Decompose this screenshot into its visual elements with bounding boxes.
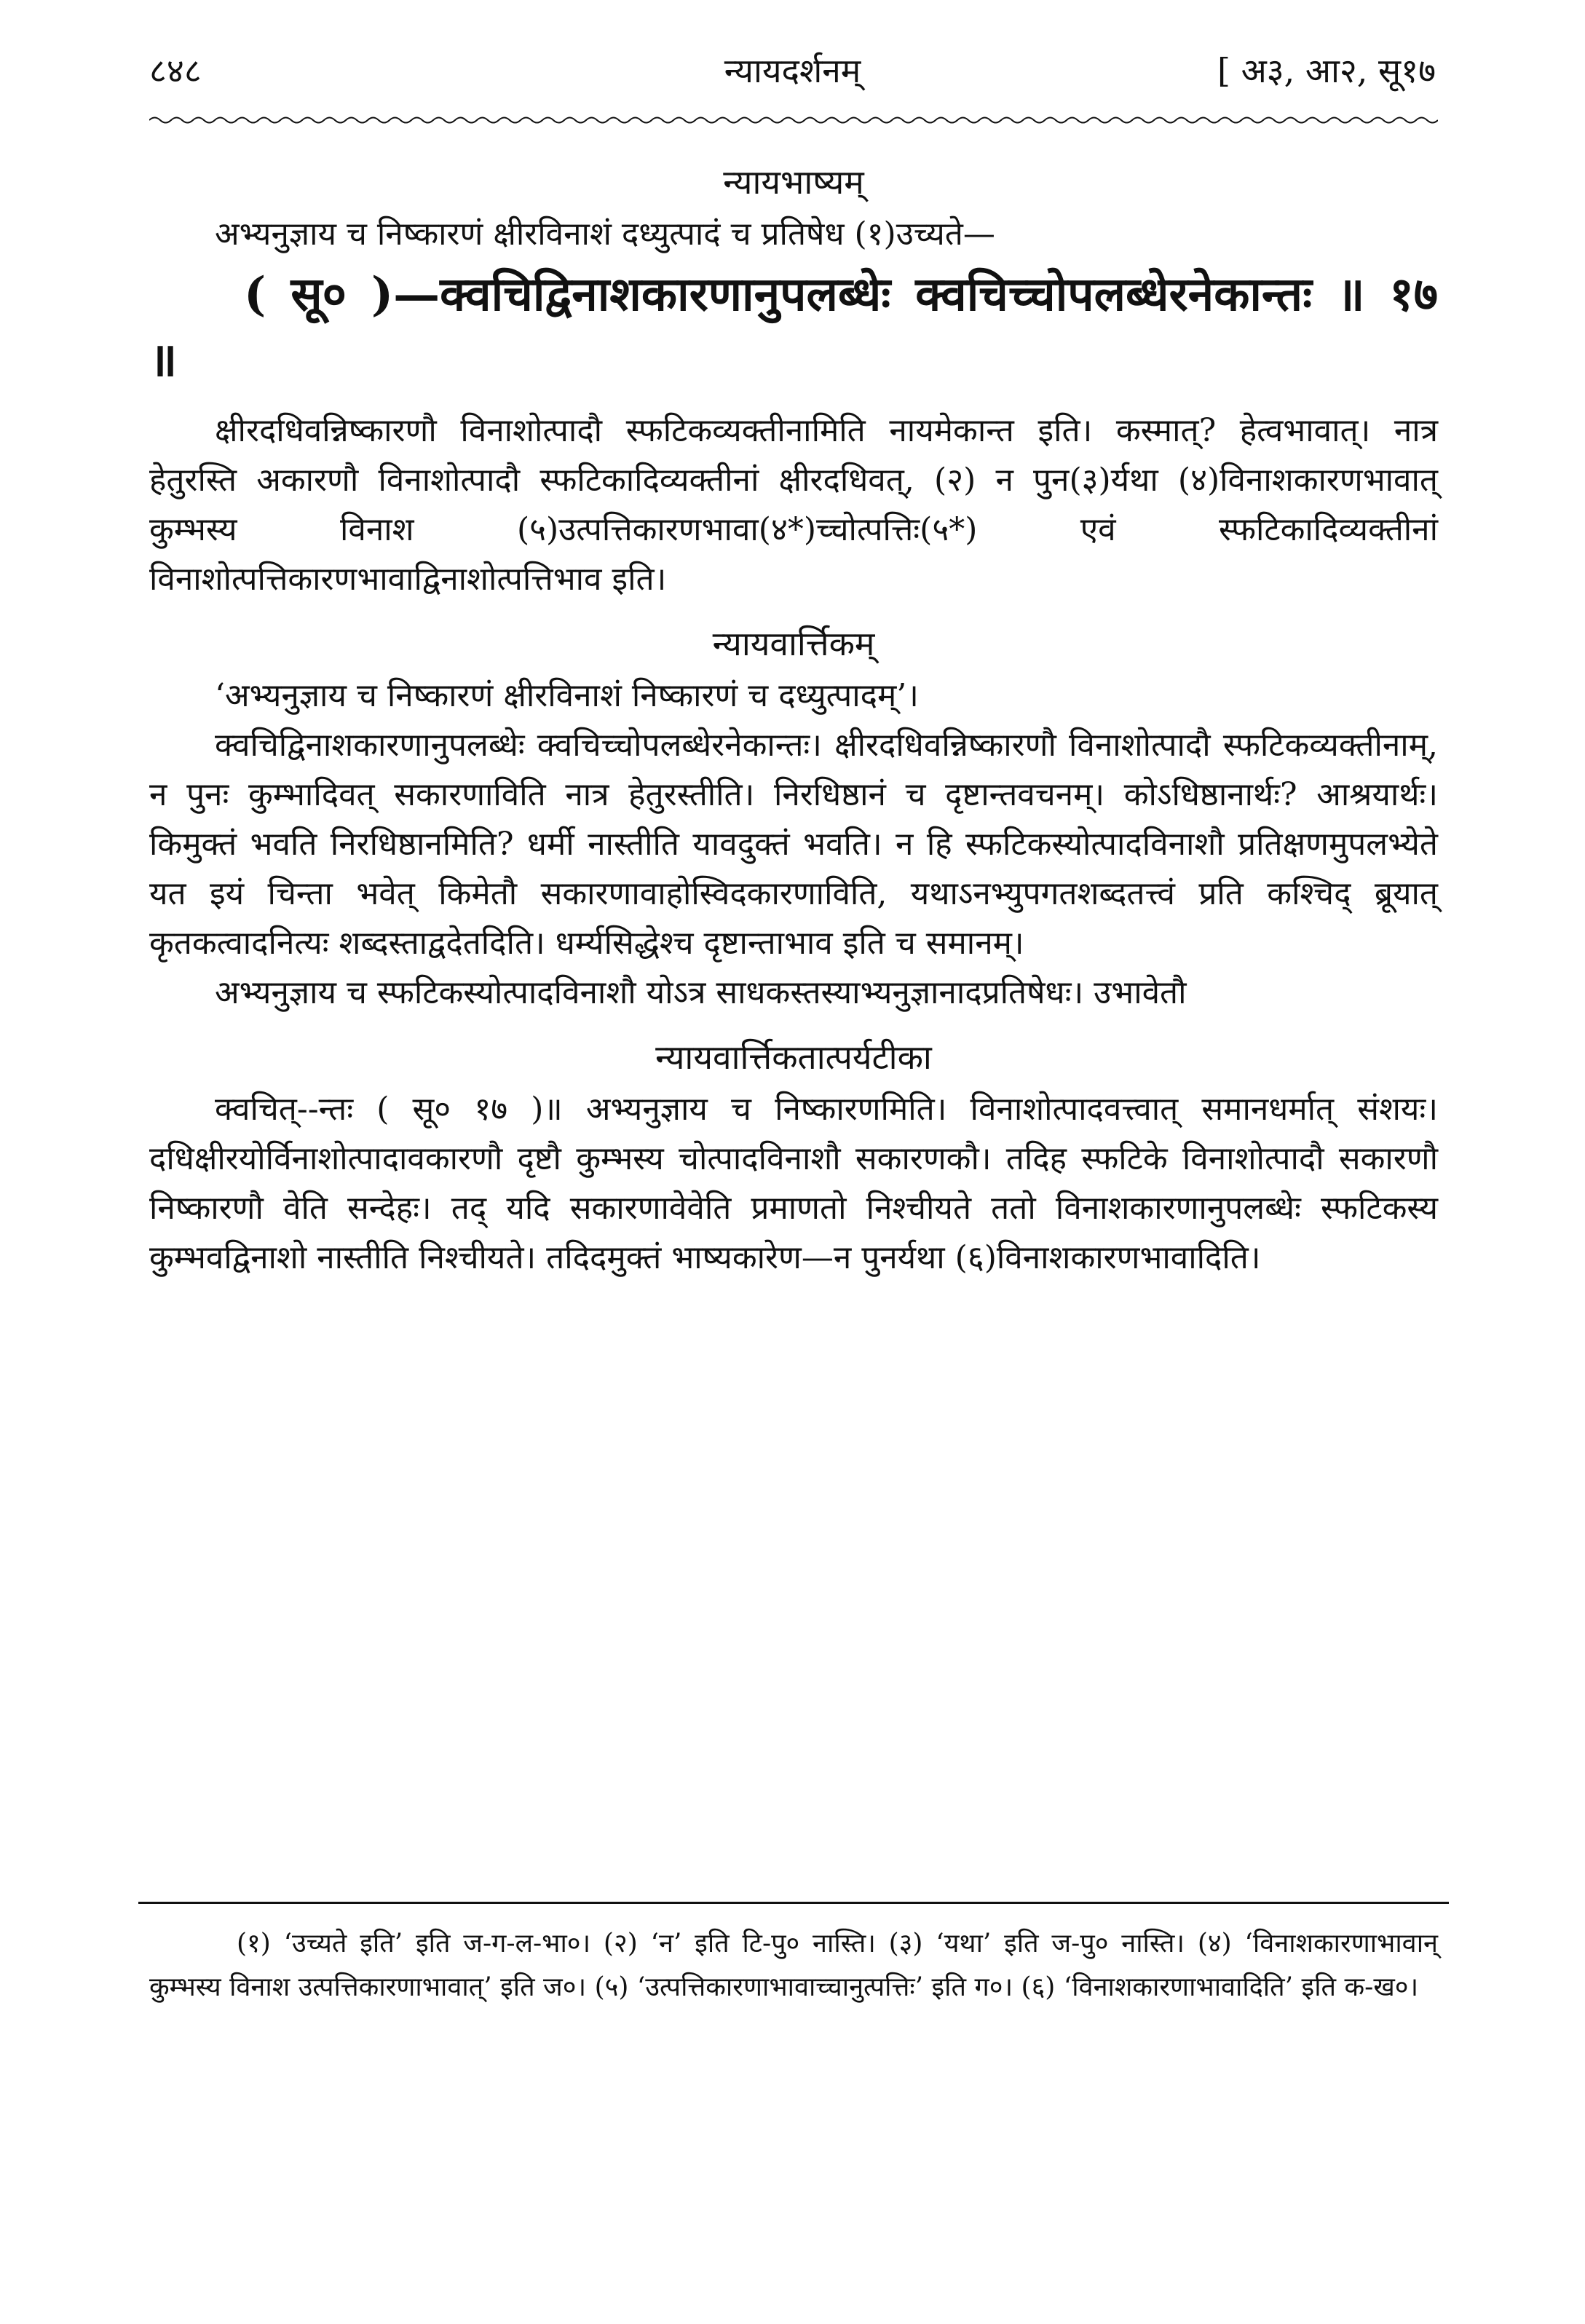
tika-paragraph: क्वचित्--न्तः ( सू० १७ )॥ अभ्यनुज्ञाय च निष्कारणमिति। विनाशोत्पादवत्त्वात् समानधर्मात् संशयः। दधिक्षीरयोर्विनाशोत्पादावकारणौ दृष्टौ कुम्भस्य चोत्पादविनाशौ सकारणकौ। तदिह स्फटिके विनाशोत्पादौ सकारणौ निष्कारणौ वेति सन्देहः। तद् यदि सकारणावेवेति प्रमाणतो निश्चीयते ततो विनाशकारणानुपलब्धेः स्फटिकस्य कुम्भवद्विनाशो नास्तीति निश्चीयते। तदिदमुक्तं भाष्यकारेण—न पुनर्यथा (६)विनाशकारणभावादिति। <box>149 1091 1438 1276</box>
footnotes <box>149 1922 1438 2009</box>
running-title: न्यायदर्शनम् <box>724 51 861 90</box>
main-text <box>149 153 1438 1283</box>
chapter-reference: [ अ३, आ२, सू१७ <box>1217 51 1436 90</box>
bhashya-heading: न्यायभाष्यम् <box>723 162 864 202</box>
bhashya-intro: अभ्यनुज्ञाय च निष्कारणं क्षीरविनाशं दध्युत्पादं च प्रतिषेध (१)उच्यते— <box>215 216 995 253</box>
tika-heading: न्यायवार्त्तिकतात्पर्यटीका <box>655 1038 932 1077</box>
wavy-divider <box>149 115 1438 125</box>
page-number: ८४८ <box>149 51 202 90</box>
sutra-text: ( सू० )—क्वचिद्विनाशकारणानुपलब्धेः क्वचिच्चोपलब्धेरनेकान्तः ॥ १७ ॥ <box>149 267 1438 387</box>
vartika-paragraph-1: क्वचिद्विनाशकारणानुपलब्धेः क्वचिच्चोपलब्धेरनेकान्तः। क्षीरदधिवन्निष्कारणौ विनाशोत्पादौ स्फटिकव्यक्तीनाम्, न पुनः कुम्भादिवत् सकारणाविति नात्र हेतुरस्तीति। निरधिष्ठानं च दृष्टान्तवचनम्। कोऽधिष्ठानार्थः? आश्रयार्थः। किमुक्तं भवति निरधिष्ठानमिति? धर्मी नास्तीति यावदुक्तं भवति। न हि स्फटिकस्योत्पादविनाशौ प्रतिक्षणमुपलभ्येते यत इयं चिन्ता भवेत् किमेतौ सकारणावाहोस्विदकारणाविति, यथाऽनभ्युपगतशब्दतत्त्वं प्रति कश्चिद् ब्रूयात् कृतकत्वादनित्यः शब्दस्ताद्वदेतदिति। धर्म्यसिद्धेश्च दृष्टान्ताभाव इति च समानम्। <box>149 727 1438 962</box>
running-head <box>149 40 1436 106</box>
footnote-text: (१) ‘उच्यते इति’ इति ज-ग-ल-भा०। (२) ‘न’ इति टि-पु० नास्ति। (३) ‘यथा’ इति ज-पु० नास्ति। (४) ‘विनाशकारणाभावान् कुम्भस्य विनाश उत्पत्तिकारणाभावात्’ इति ज०। (५) ‘उत्पत्तिकारणाभावाच्चानुत्पत्तिः’ इति ग०। (६) ‘विनाशकारणाभावादिति’ इति क-ख०। <box>149 1929 1438 2002</box>
bhashya-commentary: क्षीरदधिवन्निष्कारणौ विनाशोत्पादौ स्फटिकव्यक्तीनामिति नायमेकान्त इति। कस्मात्? हेत्वभावात्। नात्र हेतुरस्ति अकारणौ विनाशोत्पादौ स्फटिकादिव्यक्तीनां क्षीरदधिवत्, (२) न पुन(३)र्यथा (४)विनाशकारणभावात् कुम्भस्य विनाश (५)उत्पत्तिकारणभावा(४*)च्चोत्पत्तिः(५*) एवं स्फटिकादिव्यक्तीनां विनाशोत्पत्तिकारणभावाद्विनाशोत्पत्तिभाव इति। <box>149 412 1438 598</box>
vartika-heading: न्यायवार्त्तिकम् <box>712 624 875 663</box>
vartika-quote: ‘अभ्यनुज्ञाय च निष्कारणं क्षीरविनाशं निष्कारणं च दध्युत्पादम्’। <box>215 677 919 714</box>
footnote-rule <box>138 1902 1449 1904</box>
vartika-paragraph-2: अभ्यनुज्ञाय च स्फटिकस्योत्पादविनाशौ योऽत्र साधकस्तस्याभ्यनुज्ञानादप्रतिषेधः। उभावेतौ <box>215 974 1187 1011</box>
